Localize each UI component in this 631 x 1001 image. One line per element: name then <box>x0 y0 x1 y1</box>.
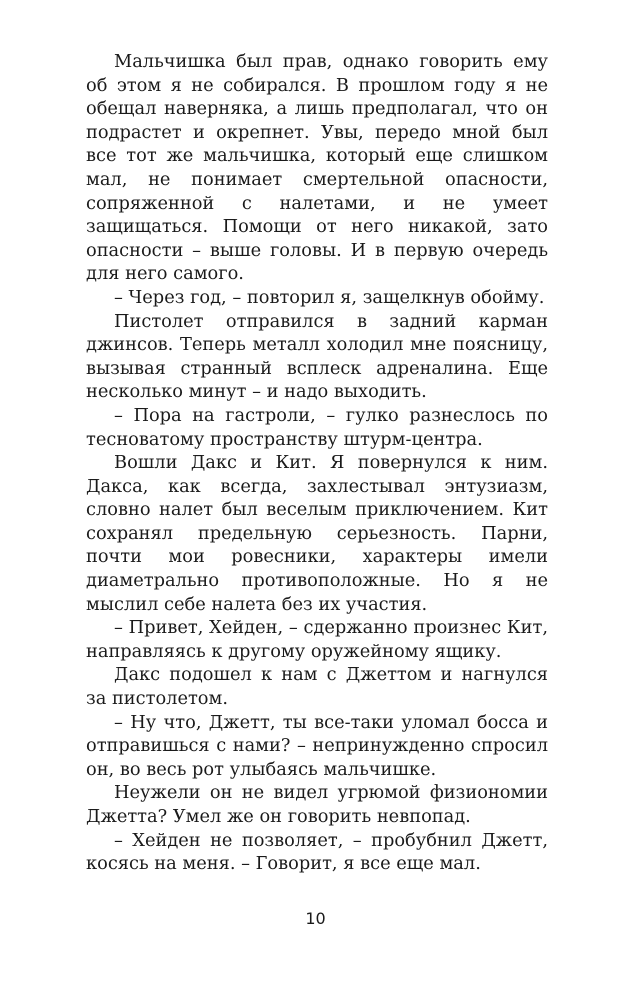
paragraph: – Ну что, Джетт, ты все-таки уломал босса и отправишься с нами? – непринужденно спросил он, во весь рот улыбаясь мальчишке. <box>86 711 548 780</box>
paragraph: – Хейден не позволяет, – пробубнил Джетт, косясь на меня. – Говорит, я все еще мал. <box>86 829 548 875</box>
page-number: 10 <box>305 909 326 928</box>
paragraph: – Пора на гастроли, – гулко разнеслось по тесноватому пространству штурм-центра. <box>86 404 548 450</box>
page-body-text <box>86 50 548 876</box>
paragraph: Вошли Дакс и Кит. Я повернулся к ним. Дакса, как всегда, захлестывал энтузиазм, словно налет был веселым приключением. Кит сохранял предельную серьезность. Парни, почти мои ровесники, характеры имели диаметрально противоположные. Но я не мыслил себе налета без их участия. <box>86 452 548 615</box>
paragraph: Мальчишка был прав, однако говорить ему об этом я не собирался. В прошлом году я не обещал наверняка, а лишь предполагал, что он подрастет и окрепнет. Увы, передо мной был все тот же мальчишка, который еще слишком мал, не понимает смертельной опасности, сопряженной с налетами, и не умеет защищаться. Помощи от него никакой, зато опасности – выше головы. И в первую очередь для него самого. <box>86 51 548 285</box>
paragraph: Неужели он не видел угрюмой физиономии Джетта? Умел же он говорить невпопад. <box>86 782 548 827</box>
paragraph: – Через год, – повторил я, защелкнув обойму. <box>114 286 545 308</box>
paragraph: Пистолет отправился в задний карман джинсов. Теперь металл холодил мне поясницу, вызывая странный всплеск адреналина. Еще несколько минут – и надо выходить. <box>86 310 548 403</box>
paragraph: Дакс подошел к нам с Джеттом и нагнулся за пистолетом. <box>86 664 548 710</box>
paragraph: – Привет, Хейден, – сдержанно произнес Кит, направляясь к другому оружейному ящику. <box>86 617 548 662</box>
